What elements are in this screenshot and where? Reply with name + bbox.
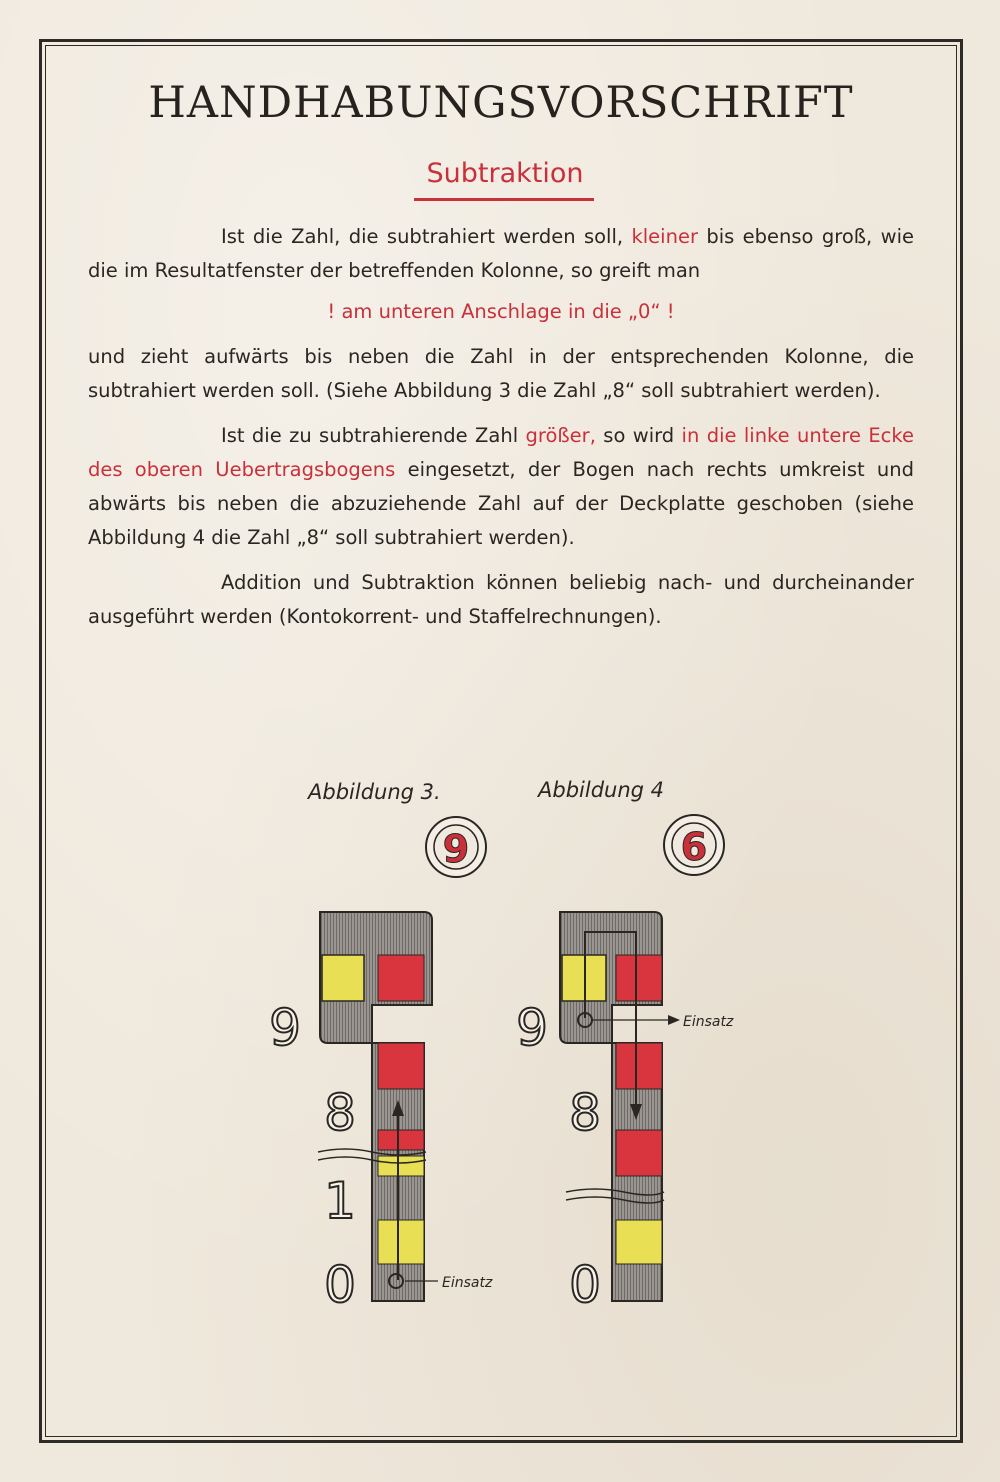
figure-4-einsatz-label: Einsatz: [683, 1014, 734, 1030]
paragraph-3-text-a: Ist die zu subtrahierende Zahl: [221, 424, 519, 447]
paragraph-3-text-b: so wird: [603, 424, 675, 447]
instruction-red-line: ! am unteren Anschlage in die „0“ !: [327, 300, 675, 323]
figure-3-digit-8: 8: [324, 1084, 356, 1142]
paragraph-3-red-2: in die linke untere Ecke des oberen Uebertragsbogens: [88, 424, 914, 481]
section-subtitle: Subtraktion: [426, 158, 584, 189]
figure-4-window: [664, 815, 724, 875]
figure-3-einsatz-label: Einsatz: [442, 1275, 493, 1291]
paragraph-4: Addition und Subtraktion können beliebig nach- und durcheinander ausgeführt werden (Kontokorrent- und Staffelrechnungen).: [88, 571, 914, 628]
page-title: HANDHABUNGSVORSCHRIFT: [148, 78, 854, 128]
figure-4-digit-9: 9: [516, 999, 548, 1057]
figure-4-diagram: [516, 815, 734, 1314]
figure-3-label: Abbildung 3.: [308, 780, 441, 804]
figure-3-upper-slider: [320, 912, 432, 1043]
figure-3-window-digit: 9: [442, 827, 470, 871]
figure-3-digit-9: 9: [269, 999, 301, 1057]
paragraph-3-red-1: größer,: [525, 424, 596, 447]
figure-4-digit-8: 8: [569, 1084, 601, 1142]
figure-4-digit-0: 0: [569, 1256, 601, 1314]
paragraph-3-text-c: eingesetzt, der Bogen nach rechts umkreist und abwärts bis neben die abzuziehende Zahl auf der Deckplatte geschoben (siehe Abbildung 4 die Zahl „8“ soll subtrahiert werden).: [88, 458, 914, 549]
figure-3-window: [426, 817, 486, 877]
figure-3-digit-0: 0: [324, 1256, 356, 1314]
figure-4-window-digit: 6: [680, 825, 708, 869]
figure-3-diagram: [269, 817, 493, 1314]
figure-4-label: Abbildung 4: [538, 778, 665, 802]
paragraph-1-text-a: Ist die Zahl, die subtrahiert werden soll,: [221, 225, 624, 248]
figure-3-digit-1: 1: [324, 1172, 356, 1230]
paragraph-1-text-b: bis ebenso groß, wie die im Resultatfenster der betreffenden Kolonne, so greift man: [88, 225, 914, 282]
paragraph-1-red: kleiner: [631, 225, 698, 248]
paragraph-2: und zieht aufwärts bis neben die Zahl in der entsprechenden Kolonne, die subtrahiert werden soll. (Siehe Abbildung 3 die Zahl „8“ soll subtrahiert werden).: [88, 345, 914, 402]
